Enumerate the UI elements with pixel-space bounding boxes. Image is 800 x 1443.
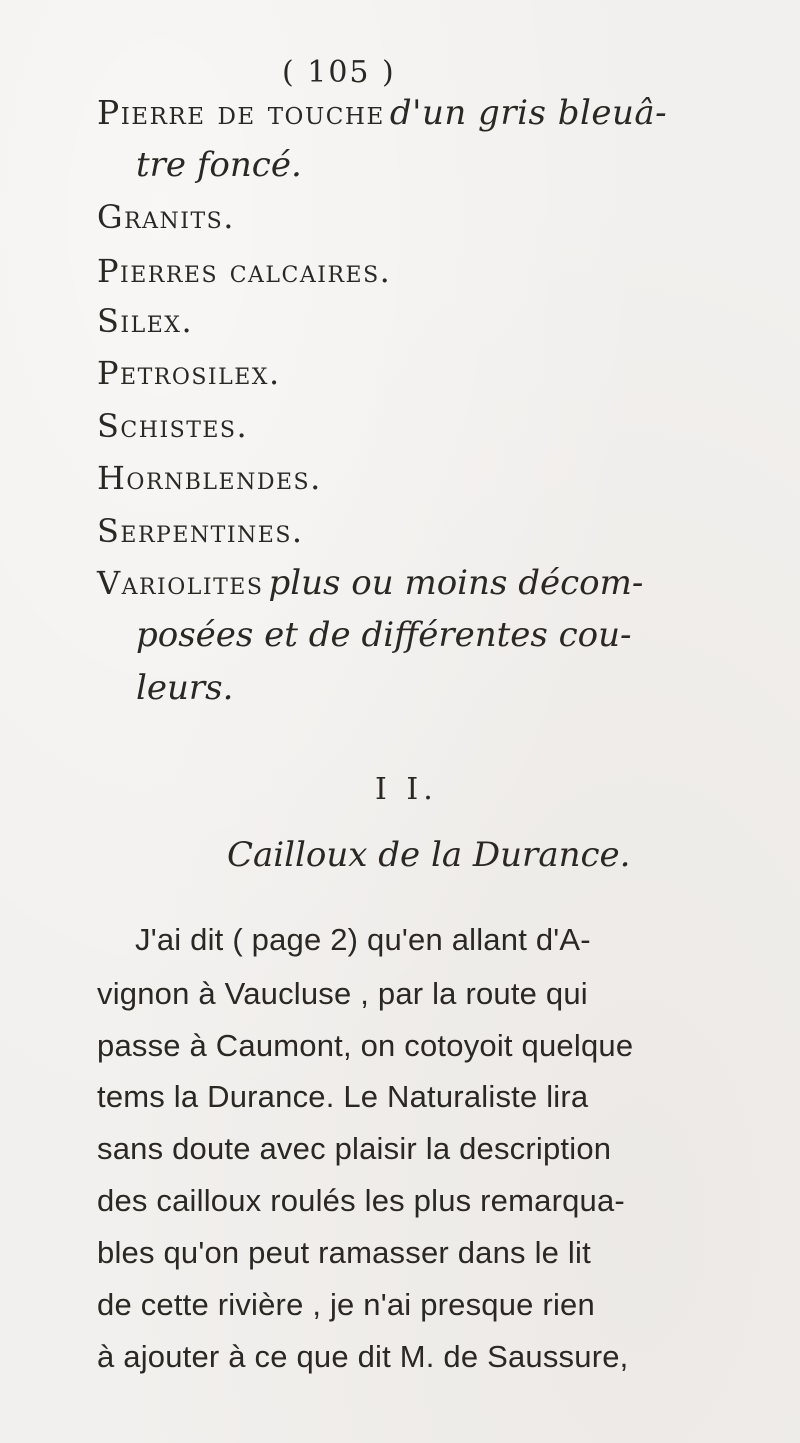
list-item-label: Schistes. (97, 407, 249, 445)
page-number: ( 105 ) (282, 55, 396, 90)
section-number: I I. (375, 772, 438, 807)
list-item-variolites (97, 563, 644, 603)
list-item-schistes (97, 407, 249, 445)
variolites-continuation-1: posées et de différentes cou- (136, 615, 632, 655)
list-item-label: Silex. (97, 302, 194, 340)
paragraph-line: J'ai dit ( page 2) qu'en allant d'A- (135, 922, 591, 957)
paragraph-line: de cette rivière , je n'ai presque rien (97, 1287, 595, 1322)
list-item-label: Serpentines. (97, 512, 304, 550)
heading-line-1 (97, 93, 668, 133)
list-item-hornblendes (97, 459, 322, 497)
heading-italic-1: d'un gris bleuâ- (389, 93, 668, 133)
list-item-label: Granits. (97, 198, 235, 236)
variolites-italic-1: plus ou moins décom- (268, 563, 644, 603)
list-item-serpentines (97, 512, 304, 550)
variolites-smallcaps: Variolites (97, 564, 264, 602)
paragraph-line: vignon à Vaucluse , par la route qui (97, 976, 588, 1011)
list-item-petrosilex (97, 354, 281, 392)
paragraph-line: bles qu'on peut ramasser dans le lit (97, 1235, 591, 1270)
list-item-label: Hornblendes. (97, 459, 322, 497)
paragraph-line: tems la Durance. Le Naturaliste lira (97, 1079, 589, 1114)
paragraph-line: passe à Caumont, on cotoyoit quelque (97, 1028, 634, 1063)
list-item-silex (97, 302, 194, 340)
list-item-label: Petrosilex. (97, 354, 281, 392)
list-item-label: Pierres calcaires. (97, 252, 392, 290)
heading-line-2: tre foncé. (136, 145, 302, 185)
variolites-continuation-2: leurs. (136, 668, 234, 708)
section-title: Cailloux de la Durance. (227, 835, 631, 875)
list-item-granits (97, 198, 235, 236)
heading-smallcaps: Pierre de touche (97, 93, 385, 132)
paragraph-line: sans doute avec plaisir la description (97, 1131, 612, 1166)
paragraph-line: des cailloux roulés les plus remarqua- (97, 1183, 625, 1218)
paragraph-line: à ajouter à ce que dit M. de Saussure, (97, 1339, 629, 1374)
list-item-pierres-calcaires (97, 252, 392, 290)
